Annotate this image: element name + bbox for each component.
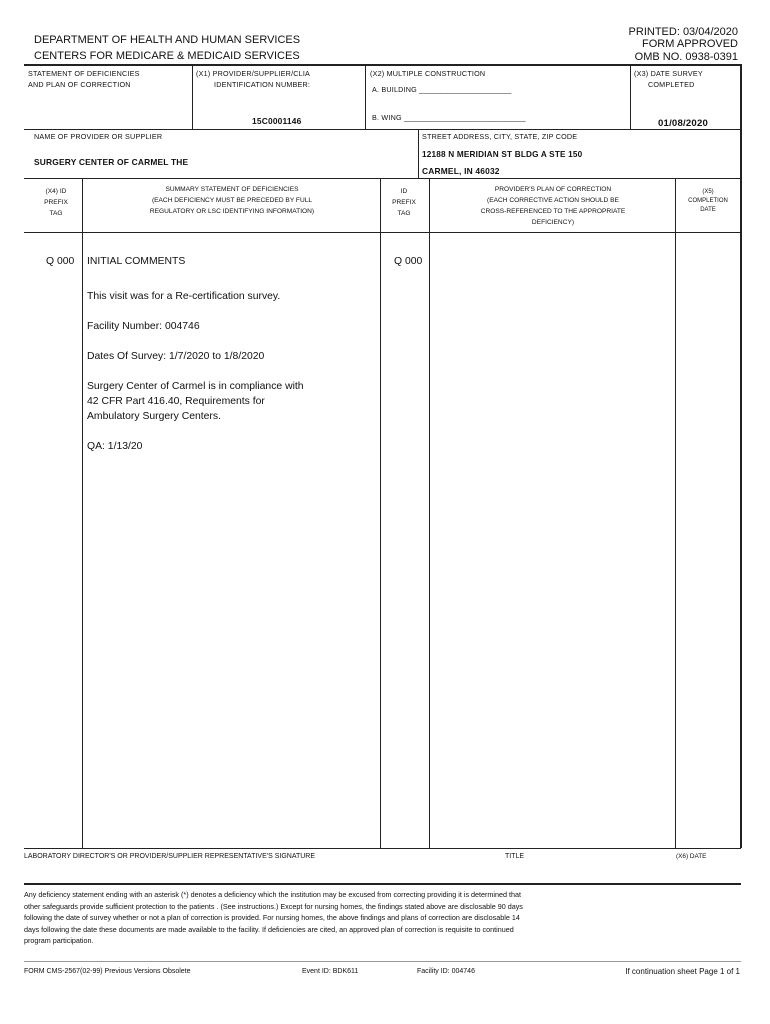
- id-header-1: ID: [400, 188, 408, 195]
- col-line-plan-left: [429, 178, 430, 848]
- entry-heading: INITIAL COMMENTS: [87, 256, 186, 267]
- x4-header-3: TAG: [49, 210, 63, 217]
- box-rule-2: [24, 178, 741, 179]
- signature-rule: [24, 848, 741, 849]
- col-line-plan-right: [675, 178, 676, 848]
- x4-header-1: (X4) ID: [45, 188, 67, 195]
- top-rule: [24, 64, 741, 66]
- notice-line: program participation.: [24, 936, 94, 945]
- facility-id: Facility ID: 004746: [417, 968, 475, 975]
- notice-line: days following the date these documents are made available to the facility. If deficiencies are cited, an approved plan of correction is requisite to continued: [24, 924, 514, 934]
- col-line-summary-left: [82, 178, 83, 848]
- notice-line: following the date of survey whether or not a plan of correction is provided. For nursing homes, the above findings and plans of correction are disclosable 14: [24, 913, 520, 922]
- provider-name-label: NAME OF PROVIDER OR SUPPLIER: [34, 132, 163, 141]
- x3-date-completed: 01/08/2020: [658, 118, 709, 129]
- event-id: Event ID: BDK611: [302, 968, 359, 975]
- x5-header-1: (X5): [702, 189, 714, 195]
- department-line-1: DEPARTMENT OF HEALTH AND HUMAN SERVICES: [34, 34, 301, 46]
- notice-line: Any deficiency statement ending with an asterisk (*) denotes a deficiency which the institution may be excused from correcting providing it is determined that: [24, 890, 521, 899]
- summary-header-3: REGULATORY OR LSC IDENTIFYING INFORMATION): [149, 208, 315, 215]
- x4-header-2: PREFIX: [44, 199, 68, 206]
- plan-header-1: PROVIDER'S PLAN OF CORRECTION: [494, 186, 612, 193]
- plan-header-3: CROSS-REFERENCED TO THE APPROPRIATE: [480, 208, 626, 215]
- col-divider-x3: [630, 64, 631, 129]
- omb-number: OMB NO. 0938-0391: [634, 51, 738, 63]
- title-label: TITLE: [505, 853, 525, 860]
- form-approved: FORM APPROVED: [642, 38, 738, 50]
- entry-paragraph: QA: 1/13/20: [87, 441, 143, 452]
- statement-label-1: STATEMENT OF DEFICIENCIES: [28, 69, 140, 78]
- entry-paragraph: Facility Number: 004746: [87, 321, 200, 332]
- summary-header-1: SUMMARY STATEMENT OF DEFICIENCIES: [165, 186, 299, 193]
- id-header-3: TAG: [397, 210, 411, 217]
- col-line-summary-right: [380, 178, 381, 848]
- entry-paragraph: Surgery Center of Carmel is in compliance with 42 CFR Part 416.40, Requirements for Ambulatory Surgery Centers.: [87, 381, 304, 422]
- footer-rule: [24, 961, 741, 962]
- notice-line: other safeguards provide sufficient protection to the patients . (See instructions.) Except for nursing homes, the findings stated above are disclosable 90 days: [24, 901, 523, 911]
- box-rule-1: [24, 129, 741, 130]
- address-line-1: 12188 N MERIDIAN ST BLDG A STE 150: [422, 150, 583, 159]
- x3-label-2: COMPLETED: [648, 80, 695, 89]
- address-label: STREET ADDRESS, CITY, STATE, ZIP CODE: [422, 132, 578, 141]
- entry-body: [87, 289, 377, 469]
- department-line-2: CENTERS FOR MEDICARE & MEDICAID SERVICES: [34, 50, 300, 62]
- col-divider-x1: [192, 64, 193, 129]
- summary-header-2: (EACH DEFICIENCY MUST BE PRECEDED BY FULL: [151, 197, 313, 204]
- box-rule-3: [24, 232, 741, 233]
- x1-label-2: IDENTIFICATION NUMBER:: [214, 80, 311, 89]
- x5-header-3: DATE: [700, 207, 716, 213]
- right-border-top: [740, 64, 742, 179]
- address-line-2: CARMEL, IN 46032: [422, 166, 500, 176]
- x2-building: A. BUILDING ______________________: [372, 85, 512, 94]
- entry-paragraph: This visit was for a Re-certification survey.: [87, 291, 281, 302]
- x5-header-2: COMPLETION: [688, 198, 728, 204]
- col-divider-address: [418, 129, 419, 178]
- x1-label-1: (X1) PROVIDER/SUPPLIER/CLIA: [196, 69, 311, 78]
- tag-left: Q 000: [46, 256, 75, 267]
- notice-rule: [24, 883, 741, 885]
- col-divider-x2: [365, 64, 366, 129]
- tag-right: Q 000: [394, 256, 423, 267]
- id-header-2: PREFIX: [392, 199, 416, 206]
- signature-label: LABORATORY DIRECTOR'S OR PROVIDER/SUPPLIER REPRESENTATIVE'S SIGNATURE: [24, 853, 316, 860]
- x1-identification-number: 15C0001146: [252, 116, 302, 126]
- page-indicator: If continuation sheet Page 1 of 1: [625, 967, 740, 976]
- statement-label-2: AND PLAN OF CORRECTION: [28, 80, 131, 89]
- right-border-body: [740, 178, 742, 848]
- printed-date: PRINTED: 03/04/2020: [628, 26, 738, 38]
- form-number: FORM CMS-2567(02-99) Previous Versions Obsolete: [24, 968, 191, 975]
- date-label: (X6) DATE: [676, 853, 707, 860]
- plan-header-4: DEFICIENCY): [531, 219, 575, 226]
- x2-wing: B. WING _____________________________: [372, 113, 526, 122]
- entry-paragraph: Dates Of Survey: 1/7/2020 to 1/8/2020: [87, 351, 265, 362]
- x3-label-1: (X3) DATE SURVEY: [634, 69, 703, 78]
- x2-label: (X2) MULTIPLE CONSTRUCTION: [370, 69, 486, 78]
- provider-name: SURGERY CENTER OF CARMEL THE: [34, 157, 189, 167]
- plan-header-2: (EACH CORRECTIVE ACTION SHOULD BE: [487, 197, 619, 204]
- notice-text: [24, 889, 740, 947]
